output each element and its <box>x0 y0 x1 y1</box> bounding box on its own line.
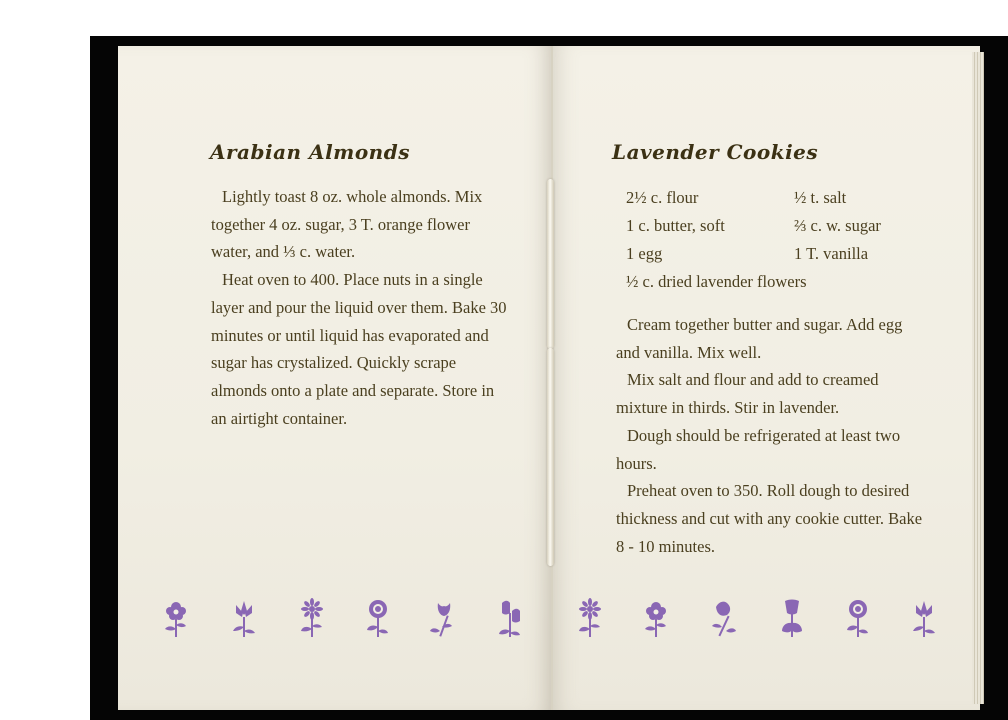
tulip-icon <box>428 597 460 641</box>
ingredient-left: 1 c. butter, soft <box>626 216 725 235</box>
rose-icon <box>160 597 192 641</box>
ingredient-right: ½ t. salt <box>794 188 847 207</box>
right-paragraph: Cream together butter and sugar. Add egg and vanilla. Mix well. <box>616 315 903 362</box>
left-recipe-body <box>211 183 511 432</box>
ingredients-list <box>626 184 946 296</box>
ingredient-row <box>626 212 946 240</box>
daisy-icon <box>296 597 328 641</box>
staple-top <box>547 179 554 349</box>
daisy-icon <box>574 597 606 641</box>
bellflower-icon <box>776 597 808 641</box>
ingredient-row <box>626 240 946 268</box>
ingredient-left: 2½ c. flour <box>626 188 699 207</box>
right-recipe-title: Lavender Cookies <box>612 140 819 164</box>
right-paragraph: Preheat oven to 350. Roll dough to desired thickness and cut with any cookie cutter. Bake 8 - 10 minutes. <box>616 481 923 556</box>
rose-icon <box>362 597 394 641</box>
ingredient-right: 1 T. vanilla <box>794 244 869 263</box>
right-recipe-body <box>616 311 926 560</box>
ingredient-row <box>626 268 946 296</box>
right-paragraph: Dough should be refrigerated at least two hours. <box>616 425 901 473</box>
ingredient-left: 1 egg <box>626 244 663 263</box>
iris-icon <box>908 597 940 641</box>
right-paragraph: Mix salt and flour and add to creamed mixture in thirds. Stir in lavender. <box>616 370 879 418</box>
staple-bottom <box>547 348 554 566</box>
tulip-icon <box>708 597 740 641</box>
page-edges <box>972 52 984 704</box>
ingredient-right: ⅔ c. w. sugar <box>794 216 881 235</box>
rose-icon <box>842 597 874 641</box>
ingredient-row <box>626 184 946 212</box>
left-paragraph: Lightly toast 8 oz. whole almonds. Mix together 4 oz. sugar, 3 T. orange flower water, and ⅓ c. water. <box>211 187 483 262</box>
rose-icon <box>640 597 672 641</box>
bellflower-icon <box>494 597 526 641</box>
left-recipe-title: Arabian Almonds <box>210 140 410 164</box>
left-paragraph: Heat oven to 400. Place nuts in a single layer and pour the liquid over them. Bake 30 minutes or until liquid has evaporated and sugar has crystalized. Quickly scrape almonds onto a plate and separate. Store in an airtight container. <box>211 270 507 428</box>
ingredient-left: ½ c. dried lavender flowers <box>626 272 807 291</box>
iris-icon <box>228 597 260 641</box>
